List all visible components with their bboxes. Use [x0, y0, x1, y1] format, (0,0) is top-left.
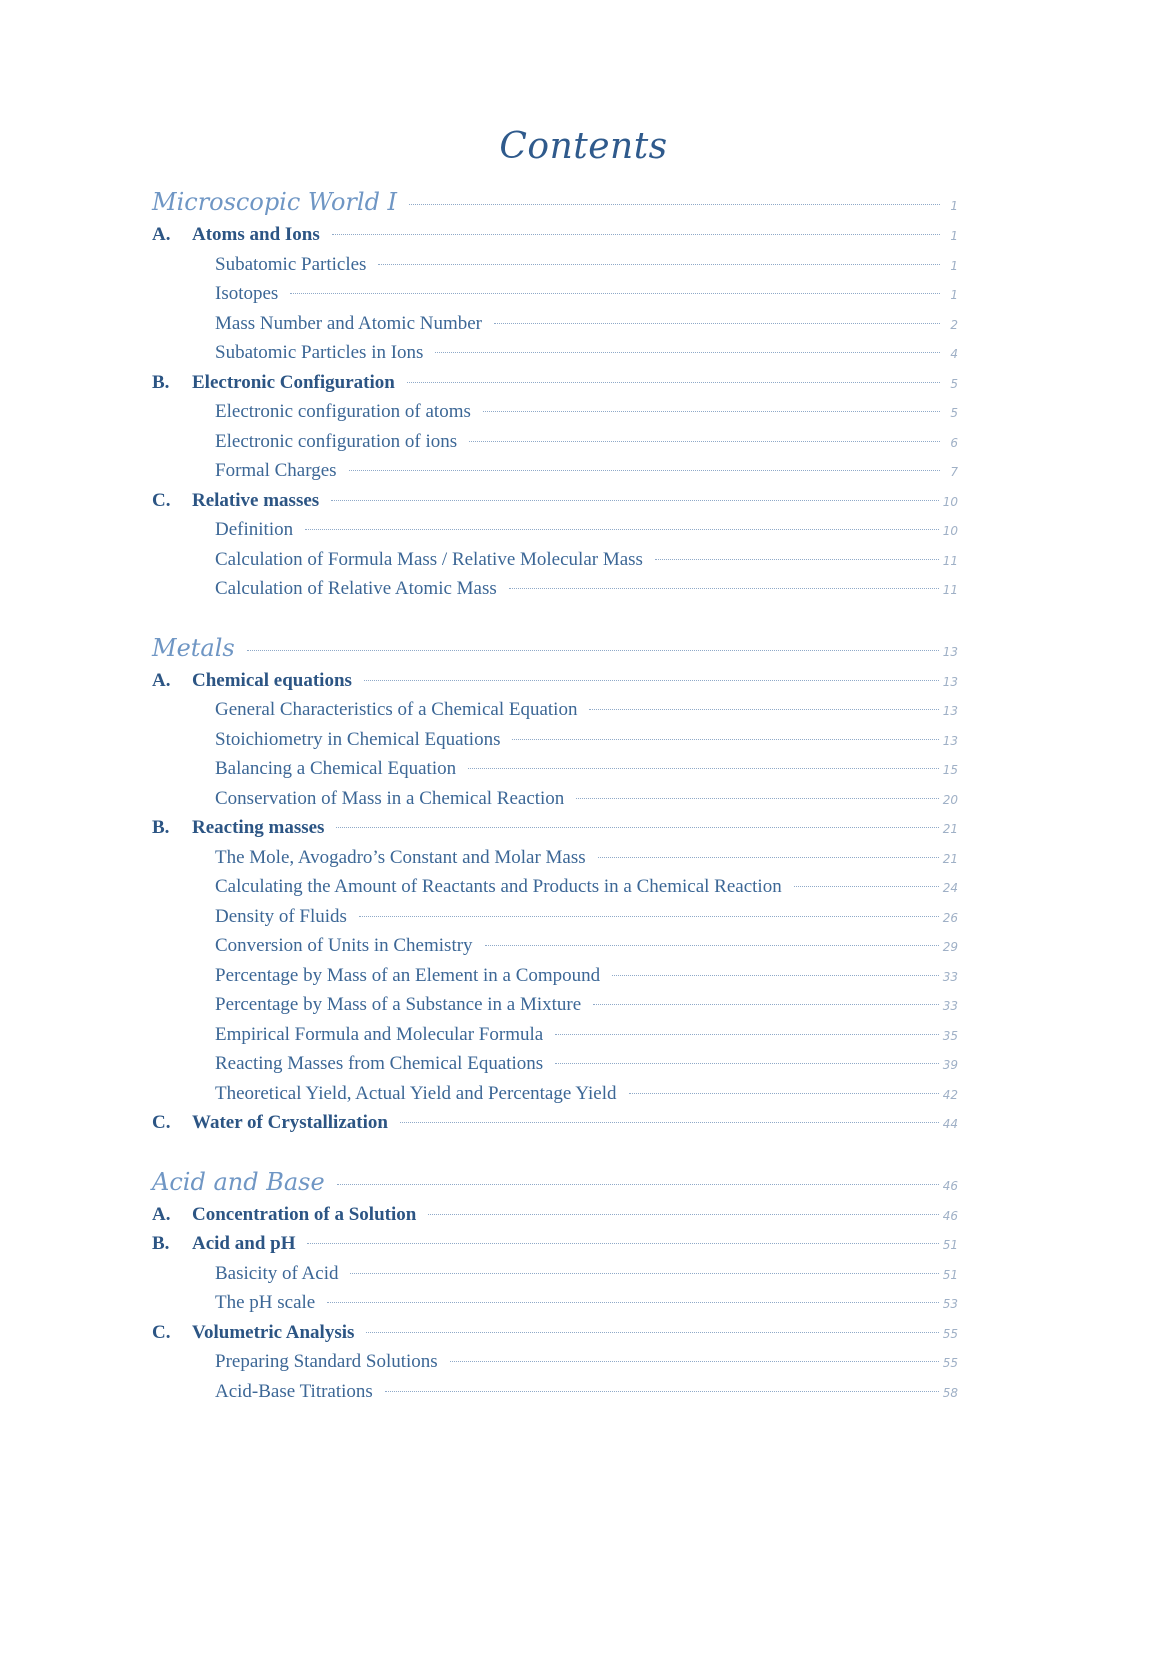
page-number: 58	[942, 1385, 958, 1400]
dot-leader	[612, 975, 939, 976]
page-number: 51	[942, 1267, 958, 1282]
entry-label: Percentage by Mass of an Element in a Compound	[215, 964, 601, 986]
dot-leader	[331, 500, 939, 501]
subentry[interactable]	[152, 342, 958, 372]
entry-letter: A.	[152, 1203, 171, 1225]
subentry[interactable]	[152, 401, 958, 431]
subentry[interactable]	[152, 1053, 958, 1083]
entry-label: Acid and pH	[192, 1233, 296, 1254]
page-number: 20	[942, 792, 958, 807]
entry-label: Calculation of Formula Mass / Relative Molecular Mass	[215, 548, 643, 570]
subentry[interactable]	[152, 313, 958, 343]
subentry[interactable]	[152, 1024, 958, 1054]
entry-label: Relative masses	[192, 489, 320, 511]
entry-label: Electronic configuration of ions	[215, 430, 458, 452]
subentry[interactable]	[152, 788, 958, 818]
subentry[interactable]	[152, 460, 958, 490]
page-number: 42	[942, 1087, 958, 1102]
dot-leader	[576, 798, 938, 799]
subentry[interactable]	[152, 906, 958, 936]
entry-label: Calculation of Relative Atomic Mass	[215, 578, 497, 599]
entry-letter: C.	[152, 1112, 171, 1133]
chapter-entry[interactable]	[152, 1322, 958, 1352]
dot-leader	[378, 264, 940, 265]
page-number: 51	[942, 1238, 958, 1252]
section-heading[interactable]	[152, 634, 958, 670]
entry-letter: A.	[152, 224, 171, 245]
dot-leader	[349, 470, 940, 471]
page-number: 33	[942, 969, 958, 984]
entry-letter: C.	[152, 1321, 171, 1343]
entry-label: Microscopic World I	[152, 188, 398, 216]
entry-label: Theoretical Yield, Actual Yield and Percentage Yield	[215, 1082, 617, 1104]
page-number: 21	[942, 851, 958, 866]
page-number: 1	[950, 199, 958, 213]
page-number: 53	[942, 1297, 958, 1311]
entry-label: Conservation of Mass in a Chemical Reaction	[215, 787, 565, 809]
page-number: 15	[942, 763, 958, 777]
entry-label: Water of Crystallization	[192, 1112, 388, 1133]
dot-leader	[512, 739, 938, 740]
dot-leader	[407, 382, 940, 383]
page-number: 55	[942, 1356, 958, 1370]
entry-label: Reacting masses	[192, 817, 325, 838]
entry-label: Empirical Formula and Molecular Formula	[215, 1023, 544, 1045]
subentry[interactable]	[152, 965, 958, 995]
entry-label: Acid-Base Titrations	[215, 1380, 373, 1402]
chapter-entry[interactable]	[152, 817, 958, 847]
dot-leader	[327, 1302, 938, 1303]
entry-label: Formal Charges	[215, 460, 337, 481]
dot-leader	[794, 886, 939, 887]
page-number: 24	[942, 881, 958, 895]
dot-leader	[290, 293, 940, 294]
subentry[interactable]	[152, 549, 958, 579]
dot-leader	[598, 857, 939, 858]
dot-leader	[655, 559, 939, 560]
page-number: 29	[942, 940, 958, 954]
page-number: 13	[942, 644, 958, 659]
dot-leader	[485, 945, 939, 946]
entry-letter: C.	[152, 489, 171, 511]
entry-letter: A.	[152, 669, 171, 691]
entry-letter: B.	[152, 817, 170, 838]
dot-leader	[359, 916, 939, 917]
table-of-contents	[152, 188, 958, 1436]
entry-label: Percentage by Mass of a Substance in a Mixture	[215, 994, 582, 1015]
page-number: 5	[950, 376, 958, 391]
dot-leader	[629, 1093, 939, 1094]
entry-label: Concentration of a Solution	[192, 1203, 417, 1225]
dot-leader	[336, 827, 938, 828]
entry-label: Basicity of Acid	[215, 1262, 339, 1284]
dot-leader	[555, 1034, 939, 1035]
subentry[interactable]	[152, 1263, 958, 1293]
dot-leader	[350, 1273, 938, 1274]
entry-letter: B.	[152, 371, 170, 393]
entry-label: Acid and Base	[152, 1167, 325, 1196]
subentry[interactable]	[152, 1351, 958, 1381]
subentry[interactable]	[152, 431, 958, 461]
dot-leader	[305, 529, 939, 530]
chapter-entry[interactable]	[152, 1233, 958, 1263]
subentry[interactable]	[152, 758, 958, 788]
page-number: 39	[942, 1058, 958, 1072]
chapter-entry[interactable]	[152, 224, 958, 254]
page-number: 4	[950, 347, 958, 361]
dot-leader	[364, 680, 939, 681]
subentry[interactable]	[152, 1083, 958, 1113]
subentry[interactable]	[152, 578, 958, 608]
entry-label: Atoms and Ions	[192, 224, 320, 245]
page-number: 5	[950, 406, 958, 420]
entry-label: Metals	[152, 633, 235, 662]
entry-label: Definition	[215, 519, 294, 540]
entry-letter: B.	[152, 1233, 170, 1254]
entry-label: Stoichiometry in Chemical Equations	[215, 728, 501, 750]
page-number: 1	[950, 229, 958, 243]
page-number: 13	[942, 704, 958, 718]
entry-label: Volumetric Analysis	[192, 1321, 355, 1343]
toc-section	[152, 1168, 958, 1411]
dot-leader	[337, 1184, 939, 1185]
dot-leader	[247, 650, 939, 651]
chapter-entry[interactable]	[152, 1112, 958, 1142]
dot-leader	[593, 1004, 939, 1005]
page-number: 7	[950, 465, 958, 479]
chapter-entry[interactable]	[152, 670, 958, 700]
entry-label: Subatomic Particles	[215, 253, 367, 275]
subentry[interactable]	[152, 1381, 958, 1411]
entry-label: Density of Fluids	[215, 905, 347, 927]
page-number: 35	[942, 1028, 958, 1043]
dot-leader	[385, 1391, 939, 1392]
page-number: 11	[942, 553, 958, 568]
page-number: 13	[942, 733, 958, 748]
toc-section	[152, 634, 958, 1142]
page-number: 6	[950, 435, 958, 450]
dot-leader	[555, 1063, 939, 1064]
entry-label: Subatomic Particles in Ions	[215, 342, 424, 363]
page-number: 2	[950, 317, 958, 332]
page-number: 33	[942, 999, 958, 1013]
subentry[interactable]	[152, 699, 958, 729]
page-number: 1	[950, 258, 958, 273]
subentry[interactable]	[152, 729, 958, 759]
dot-leader	[589, 709, 938, 710]
entry-label: Chemical equations	[192, 669, 352, 691]
entry-label: Isotopes	[215, 283, 279, 304]
dot-leader	[332, 234, 940, 235]
subentry[interactable]	[152, 994, 958, 1024]
toc-section	[152, 188, 958, 608]
page-number: 44	[942, 1117, 958, 1131]
chapter-entry[interactable]	[152, 490, 958, 520]
entry-label: The Mole, Avogadro’s Constant and Molar Mass	[215, 846, 586, 868]
section-heading[interactable]	[152, 1168, 958, 1204]
page-number: 55	[942, 1326, 958, 1341]
entry-label: Preparing Standard Solutions	[215, 1351, 438, 1372]
subentry[interactable]	[152, 519, 958, 549]
page-number: 1	[950, 288, 958, 302]
subentry[interactable]	[152, 876, 958, 906]
subentry[interactable]	[152, 254, 958, 284]
page-number: 13	[942, 674, 958, 689]
dot-leader	[509, 588, 939, 589]
dot-leader	[366, 1332, 938, 1333]
chapter-entry[interactable]	[152, 372, 958, 402]
dot-leader	[428, 1214, 938, 1215]
chapter-entry[interactable]	[152, 1204, 958, 1234]
section-heading[interactable]	[152, 188, 958, 224]
subentry[interactable]	[152, 283, 958, 313]
entry-label: The pH scale	[215, 1292, 316, 1313]
dot-leader	[469, 441, 940, 442]
subentry[interactable]	[152, 935, 958, 965]
subentry[interactable]	[152, 847, 958, 877]
dot-leader	[450, 1361, 939, 1362]
entry-label: Mass Number and Atomic Number	[215, 312, 483, 334]
dot-leader	[409, 204, 940, 205]
page-number: 11	[942, 583, 958, 597]
dot-leader	[494, 323, 940, 324]
entry-label: Conversion of Units in Chemistry	[215, 935, 473, 956]
entry-label: Electronic configuration of atoms	[215, 401, 471, 422]
page-number: 21	[942, 822, 958, 836]
entry-label: Balancing a Chemical Equation	[215, 758, 457, 779]
entry-label: General Characteristics of a Chemical Equation	[215, 699, 578, 720]
dot-leader	[400, 1122, 939, 1123]
entry-label: Electronic Configuration	[192, 371, 395, 393]
page-number: 46	[942, 1178, 958, 1193]
page-number: 26	[942, 910, 958, 925]
page-number: 46	[942, 1208, 958, 1223]
dot-leader	[468, 768, 939, 769]
page-number: 10	[942, 494, 958, 509]
subentry[interactable]	[152, 1292, 958, 1322]
page-title: Contents	[499, 126, 668, 167]
entry-label: Reacting Masses from Chemical Equations	[215, 1053, 544, 1074]
dot-leader	[435, 352, 940, 353]
dot-leader	[307, 1243, 938, 1244]
page-number: 10	[942, 524, 958, 538]
dot-leader	[483, 411, 940, 412]
entry-label: Calculating the Amount of Reactants and Products in a Chemical Reaction	[215, 876, 782, 897]
